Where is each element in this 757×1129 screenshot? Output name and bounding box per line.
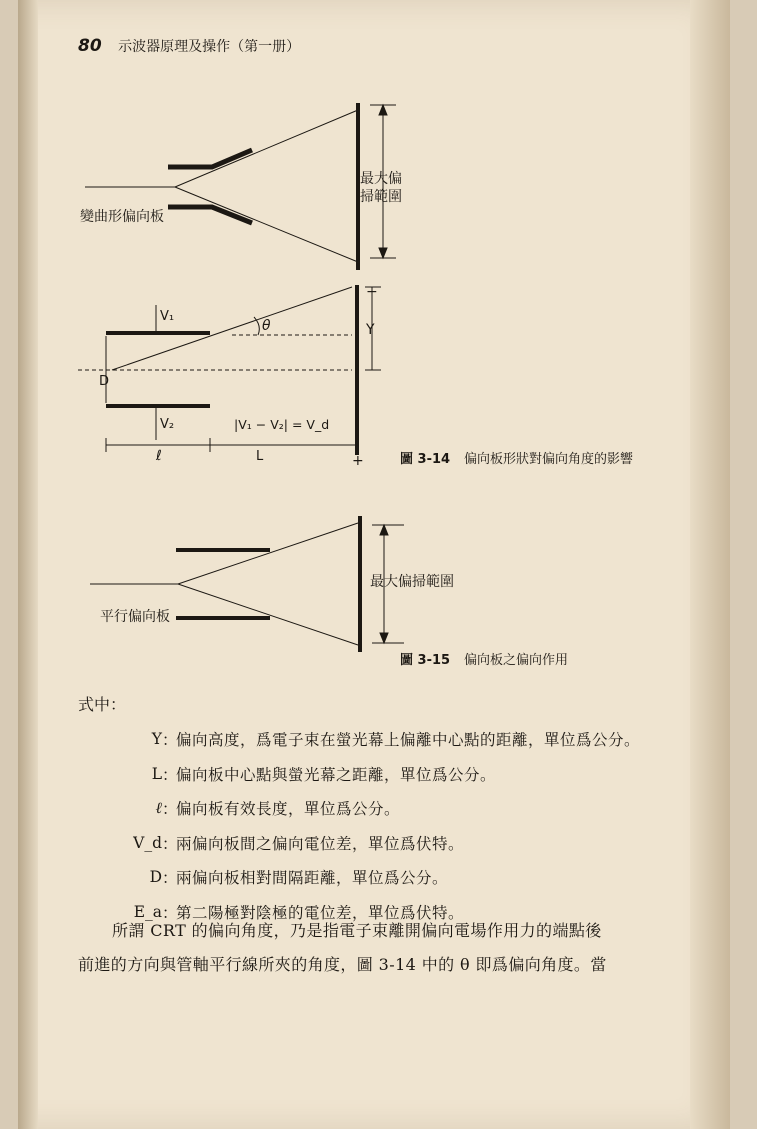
definition-list <box>112 722 712 929</box>
arrow-head-up <box>380 525 388 535</box>
sweep-line-upper <box>178 523 358 584</box>
beam-deflected <box>112 287 352 370</box>
def-text: 兩偏向板相對間隔距離，單位爲公分。 <box>176 869 449 888</box>
arrow-head-up <box>379 105 387 115</box>
fig-3-15-number: 圖 3-15 <box>400 653 451 668</box>
fig-3-14-caption: 偏向板形狀對偏向角度的影響 <box>464 452 634 467</box>
parallel-plate-label: 平行偏向板 <box>100 609 170 625</box>
sweep-line-lower <box>175 187 358 262</box>
running-title: 示波器原理及操作（第一册） <box>118 39 301 55</box>
vd-formula: |V₁ − V₂| = V_d <box>234 417 330 432</box>
def-text: 偏向高度，爲電子束在螢光幕上偏離中心點的距離，單位爲公分。 <box>176 731 641 750</box>
fig-3-15 <box>90 516 404 652</box>
paragraph-line-1: 所謂 CRT 的偏向角度，乃是指電子束離開偏向電場作用力的端點後 <box>112 921 602 940</box>
max-range-label-2: 掃範圍 <box>360 189 402 205</box>
def-text: 偏向板有效長度，單位爲公分。 <box>176 800 401 819</box>
def-symbol: ℓ <box>155 798 162 817</box>
page-number: 80 <box>78 36 102 56</box>
def-text: 第二陽極對陰極的電位差，單位爲伏特。 <box>176 903 465 922</box>
sweep-line-lower <box>178 584 358 645</box>
def-colon: ： <box>162 731 178 750</box>
def-symbol: E_a <box>133 902 162 921</box>
arrow-head-down <box>380 633 388 643</box>
def-colon: ： <box>162 834 178 853</box>
fig-3-14 <box>78 285 381 455</box>
plus-label: + <box>352 453 364 469</box>
def-symbol: L <box>151 764 162 783</box>
def-l <box>112 757 712 792</box>
def-y <box>112 722 712 757</box>
def-vd <box>112 826 712 861</box>
v2-label: V₂ <box>160 417 175 432</box>
max-range-label: 最大偏掃範圍 <box>370 574 454 590</box>
minus-label: − <box>366 284 378 300</box>
sweep-line-upper <box>175 110 358 187</box>
def-colon: ： <box>162 903 178 922</box>
def-text: 偏向板中心點與螢光幕之距離，單位爲公分。 <box>176 765 497 784</box>
def-colon: ： <box>162 869 178 888</box>
l-small-label: ℓ <box>156 448 162 464</box>
def-text: 兩偏向板間之偏向電位差，單位爲伏特。 <box>176 834 465 853</box>
d-label: D <box>99 374 110 389</box>
where-label: 式中： <box>78 695 127 714</box>
fig-3-14-number: 圖 3-14 <box>400 452 451 467</box>
theta-label: θ <box>262 318 271 334</box>
def-l-small <box>112 791 712 826</box>
curved-plate-lower <box>168 207 252 223</box>
y-label: Y <box>366 322 375 338</box>
l-big-label: L <box>256 449 264 464</box>
arrow-head-down <box>379 248 387 258</box>
def-d <box>112 860 712 895</box>
def-symbol: Y <box>151 730 162 749</box>
def-colon: ： <box>162 800 178 819</box>
curved-plate-upper <box>168 150 252 167</box>
fig-3-15-caption: 偏向板之偏向作用 <box>464 653 569 668</box>
def-symbol: V_d <box>133 833 162 852</box>
v1-label: V₁ <box>160 309 175 324</box>
max-range-label-1: 最大偏 <box>360 171 402 187</box>
body-paragraph <box>78 914 683 982</box>
fig-3-13 <box>85 103 396 270</box>
def-colon: ： <box>162 765 178 784</box>
def-symbol: D <box>149 868 162 887</box>
paragraph-line-2: 前進的方向與管軸平行線所夾的角度，圖 3-14 中的 θ 即爲偏向角度。當 <box>78 955 607 974</box>
curved-plate-label: 變曲形偏向板 <box>80 209 164 225</box>
